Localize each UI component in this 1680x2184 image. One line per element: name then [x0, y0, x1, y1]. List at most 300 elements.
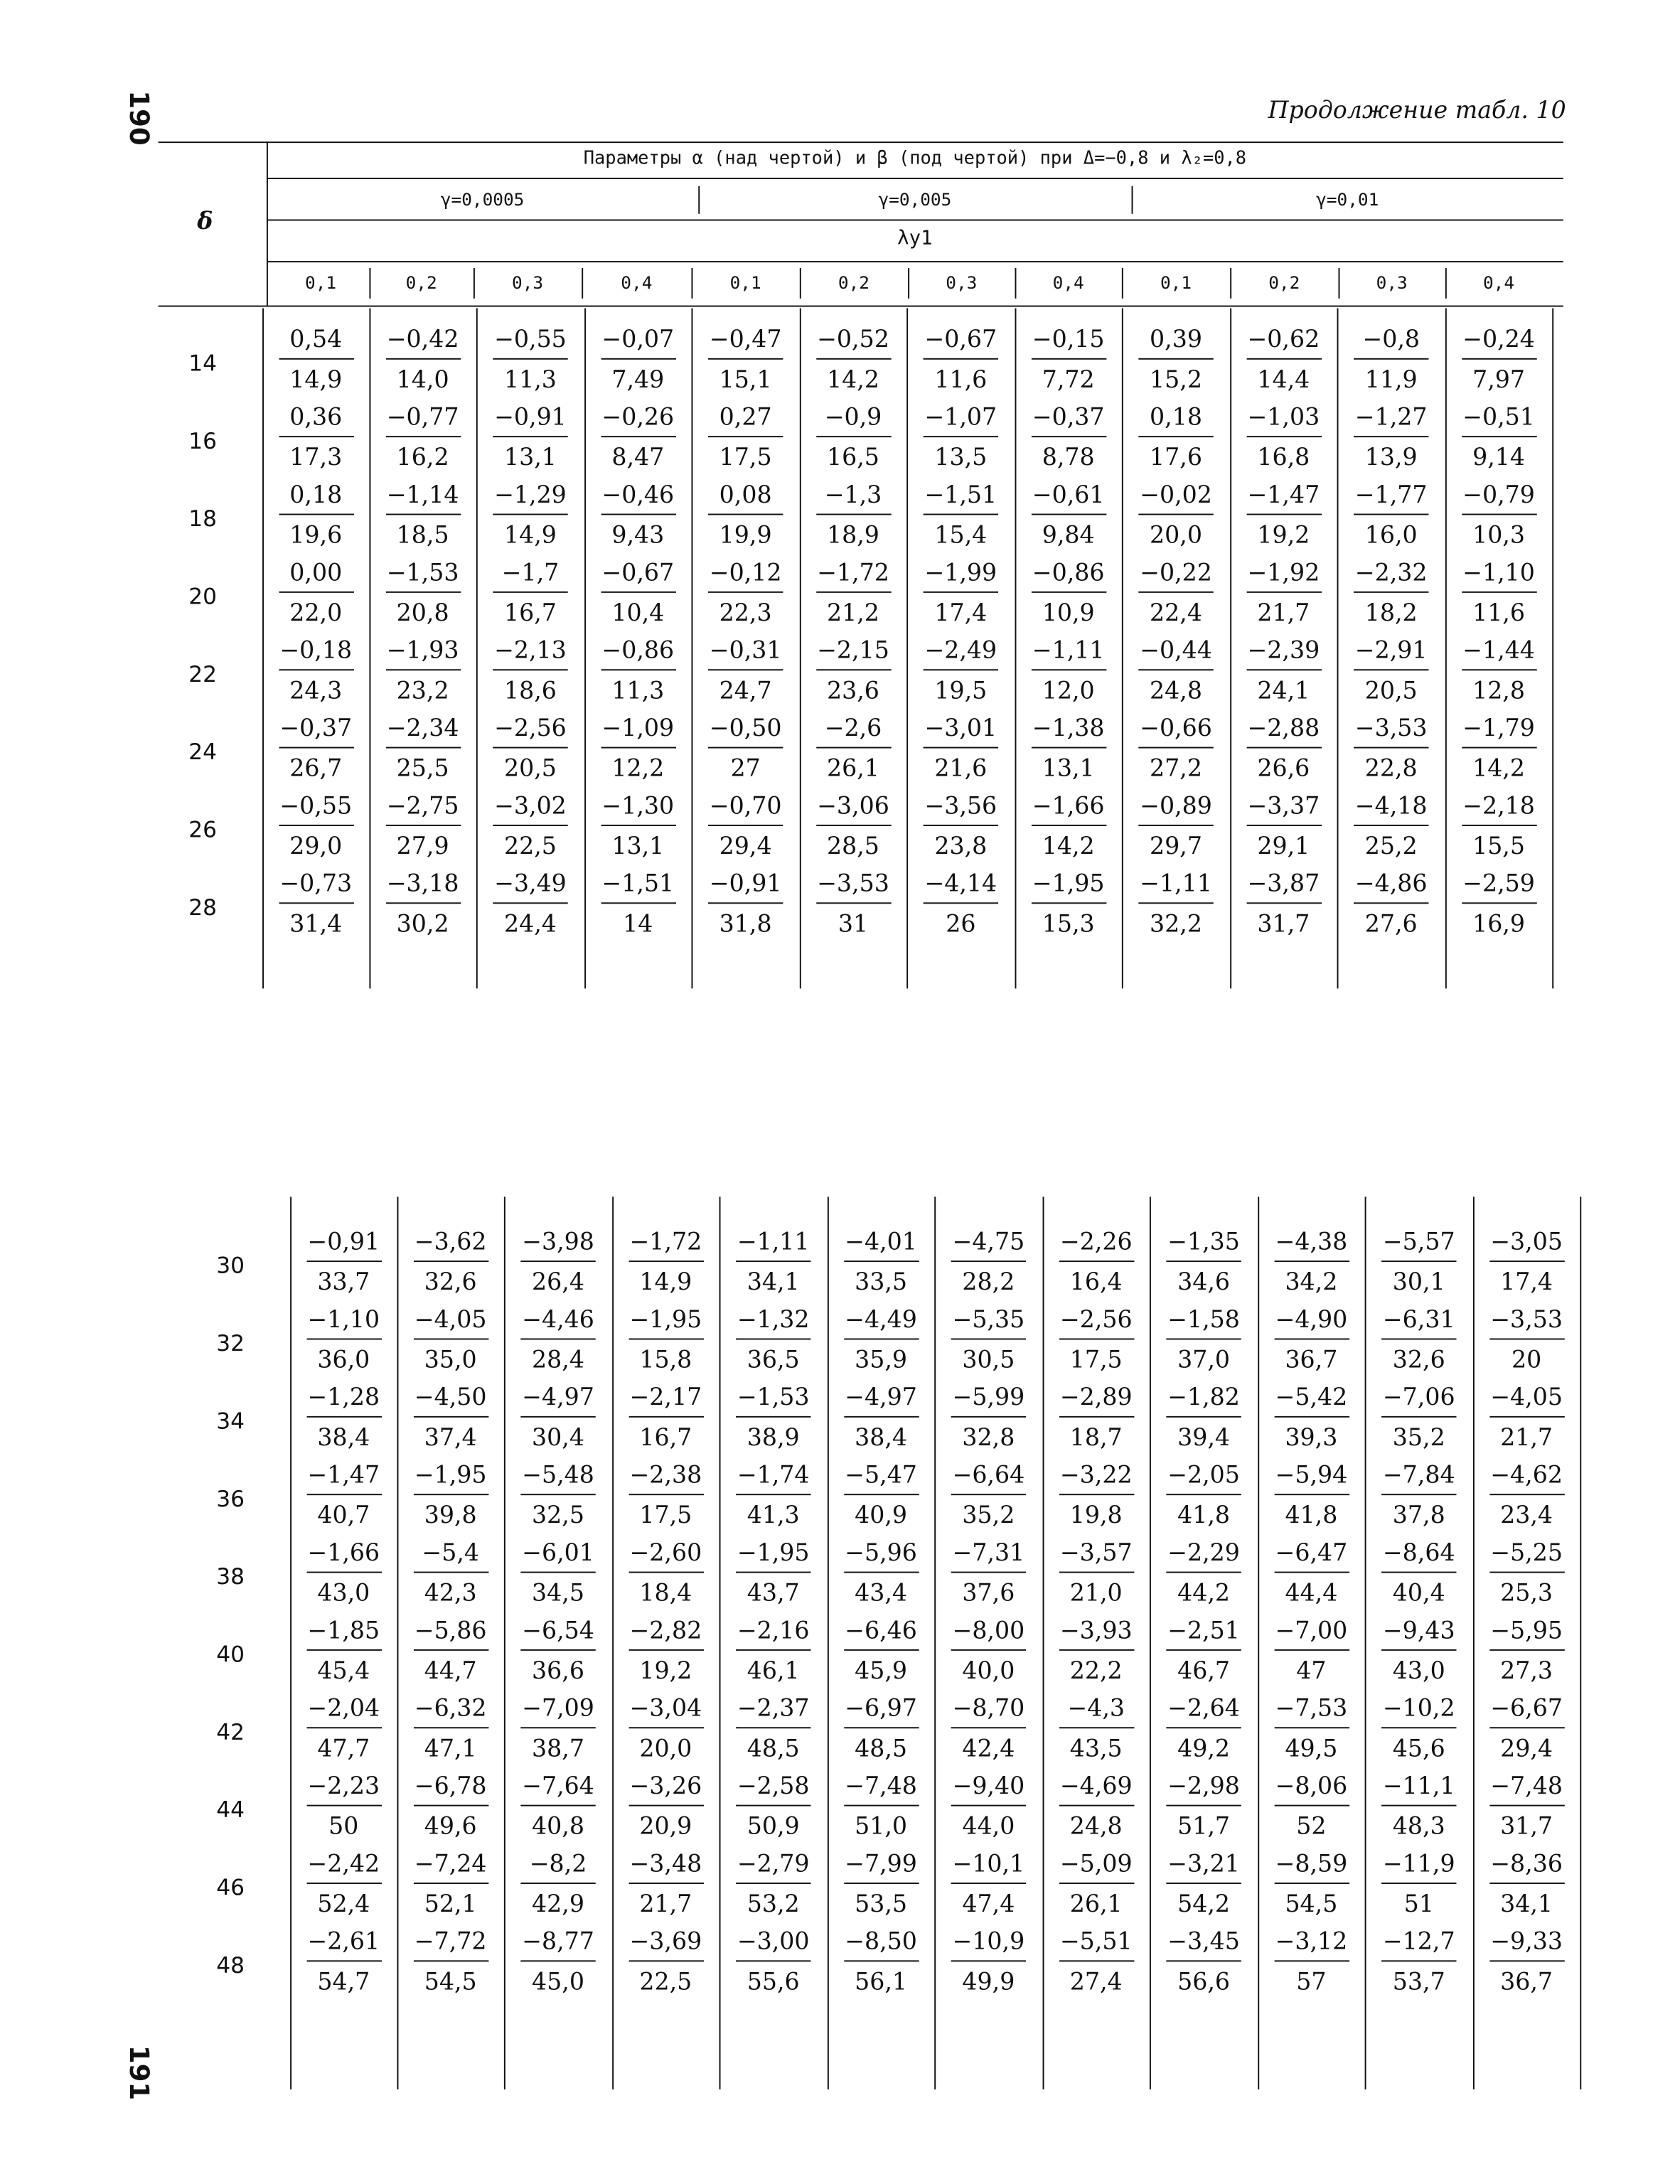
- fraction-cell: [1270, 1306, 1353, 1375]
- beta-value: 10,4: [611, 599, 665, 628]
- alpha-value: −7,09: [522, 1695, 594, 1723]
- gamma-group-1: γ=0,0005: [440, 188, 525, 210]
- delta-row-label: 30: [216, 1252, 245, 1279]
- column-rule: [1150, 1197, 1151, 2089]
- beta-value: 14,9: [289, 366, 343, 395]
- alpha-value: −3,22: [1059, 1462, 1133, 1490]
- beta-value: 16,4: [1069, 1268, 1123, 1297]
- alpha-value: −0,55: [494, 326, 567, 354]
- alpha-value: −6,01: [522, 1539, 594, 1568]
- beta-value: 49,5: [1285, 1735, 1338, 1764]
- fraction-cell: [302, 1228, 385, 1297]
- alpha-value: −0,44: [1140, 637, 1212, 665]
- alpha-value: −3,04: [629, 1695, 702, 1723]
- beta-value: 7,49: [611, 366, 665, 395]
- gamma-under-rule: [267, 220, 1563, 221]
- alpha-value: −3,48: [629, 1851, 702, 1879]
- delta-row-label: 46: [216, 1874, 245, 1901]
- fraction-cell: [1270, 1617, 1353, 1686]
- beta-value: 7,72: [1042, 366, 1095, 395]
- beta-value: 38,7: [532, 1735, 584, 1764]
- beta-value: 25,2: [1364, 833, 1418, 861]
- alpha-value: −0,62: [1247, 326, 1320, 354]
- alpha-value: −0,61: [1032, 481, 1105, 510]
- fraction-cell: [1349, 559, 1433, 628]
- fraction-cell: [624, 1383, 707, 1452]
- page-number-top: 190: [123, 90, 154, 146]
- column-rule: [1015, 309, 1016, 989]
- fraction-cell: [488, 404, 572, 472]
- alpha-value: −0,50: [709, 714, 782, 743]
- fraction-cell: [1349, 637, 1433, 706]
- beta-value: 20,8: [396, 599, 449, 628]
- fraction-cell: [1162, 1928, 1245, 1997]
- fraction-cell: [1377, 1306, 1460, 1375]
- beta-value: 44,4: [1285, 1580, 1338, 1608]
- column-rule: [504, 1197, 505, 2089]
- beta-value: 40,0: [962, 1657, 1015, 1686]
- beta-value: 13,5: [934, 444, 988, 472]
- alpha-value: −5,47: [845, 1462, 917, 1490]
- beta-value: 14,0: [396, 366, 449, 395]
- beta-value: 19,6: [289, 522, 343, 550]
- table-continuation-caption: Продолжение табл. 10: [1268, 97, 1566, 125]
- fraction-cell: [704, 637, 787, 706]
- fraction-cell: [1270, 1928, 1353, 1997]
- alpha-value: −1,79: [1462, 714, 1535, 743]
- alpha-value: −1,92: [1247, 559, 1320, 588]
- beta-value: 45,9: [855, 1657, 908, 1686]
- beta-value: 35,2: [962, 1502, 1015, 1530]
- beta-value: 14,4: [1257, 366, 1310, 395]
- beta-value: 15,5: [1472, 833, 1525, 861]
- fraction-cell: [1377, 1928, 1460, 1997]
- alpha-value: −0,8: [1362, 326, 1420, 354]
- beta-value: 16,9: [1472, 911, 1525, 939]
- alpha-value: −1,35: [1167, 1228, 1240, 1257]
- fraction-cell: [1485, 1853, 1568, 1917]
- beta-value: 54,7: [317, 1969, 370, 1997]
- beta-value: 38,4: [317, 1424, 370, 1452]
- alpha-value: −2,89: [1059, 1383, 1133, 1412]
- fraction-cell: [919, 637, 1002, 706]
- lambda-header-cell: 0,3: [512, 272, 544, 294]
- fraction-cell: [1162, 1306, 1245, 1375]
- beta-value: 44,2: [1177, 1580, 1231, 1608]
- alpha-value: −5,09: [1059, 1851, 1133, 1879]
- fraction-cell: [624, 1617, 707, 1686]
- alpha-value: −2,49: [924, 637, 997, 665]
- alpha-value: −2,04: [307, 1695, 380, 1723]
- beta-value: 18,2: [1364, 599, 1418, 628]
- column-rule: [612, 1197, 614, 2089]
- fraction-cell: [732, 1306, 815, 1375]
- column-rule: [476, 309, 478, 989]
- lambda-header-cell: 0,4: [1482, 272, 1515, 294]
- fraction-cell: [1349, 326, 1433, 395]
- beta-value: 52,1: [424, 1890, 477, 1919]
- beta-value: 9,84: [1042, 522, 1095, 550]
- gamma-group-3: γ=0,01: [1316, 188, 1379, 210]
- alpha-value: 0,18: [1150, 404, 1202, 432]
- fraction-cell: [302, 1462, 385, 1530]
- beta-value: 36,6: [532, 1657, 584, 1686]
- column-rule: [1337, 309, 1339, 989]
- beta-value: 11,3: [503, 366, 557, 395]
- lambda-header-divider: [908, 268, 909, 299]
- alpha-value: −5,35: [952, 1306, 1025, 1334]
- alpha-value: −1,27: [1354, 404, 1428, 432]
- fraction-cell: [839, 1228, 922, 1297]
- alpha-value: −0,86: [601, 637, 675, 665]
- alpha-value: −0,07: [601, 326, 675, 354]
- beta-value: 17,6: [1150, 444, 1202, 472]
- fraction-cell: [839, 1306, 922, 1375]
- fraction-cell: [302, 1695, 385, 1764]
- fraction-cell: [1377, 1228, 1460, 1297]
- fraction-cell: [1054, 1695, 1138, 1764]
- alpha-value: −2,79: [737, 1851, 810, 1879]
- fraction-cell: [1377, 1695, 1460, 1764]
- alpha-value: −8,06: [1275, 1772, 1348, 1801]
- fraction-cell: [947, 1695, 1030, 1764]
- beta-value: 32,2: [1150, 911, 1202, 939]
- alpha-value: −3,53: [1490, 1306, 1563, 1334]
- alpha-value: −6,31: [1382, 1306, 1455, 1334]
- alpha-value: −1,74: [737, 1462, 810, 1490]
- beta-value: 29,1: [1257, 833, 1310, 861]
- beta-value: 17,4: [1500, 1268, 1553, 1297]
- beta-value: 38,4: [855, 1424, 908, 1452]
- alpha-value: −2,16: [737, 1617, 810, 1646]
- alpha-value: −0,70: [709, 793, 782, 821]
- beta-value: 26,4: [532, 1268, 584, 1297]
- alpha-value: −0,37: [279, 714, 353, 743]
- beta-value: 47,4: [962, 1890, 1015, 1919]
- beta-value: 21,2: [827, 599, 879, 628]
- alpha-value: −9,40: [952, 1772, 1025, 1801]
- lambda-header-cell: 0,2: [1268, 272, 1300, 294]
- beta-value: 45,4: [317, 1657, 370, 1686]
- fraction-cell: [1485, 1462, 1568, 1530]
- beta-value: 17,5: [1069, 1347, 1123, 1375]
- beta-value: 23,4: [1500, 1502, 1553, 1530]
- fraction-cell: [1162, 1853, 1245, 1917]
- alpha-value: −5,48: [522, 1462, 594, 1490]
- fraction-cell: [1457, 714, 1540, 783]
- alpha-value: −1,72: [817, 559, 889, 588]
- beta-value: 35,0: [424, 1347, 477, 1375]
- fraction-cell: [1270, 1853, 1353, 1917]
- fraction-cell: [1027, 637, 1110, 706]
- alpha-value: −5,42: [1275, 1383, 1348, 1412]
- alpha-value: −1,03: [1247, 404, 1320, 432]
- lambda-header-divider: [691, 268, 692, 299]
- fraction-cell: [1054, 1853, 1138, 1917]
- lambda-header-divider: [473, 268, 475, 299]
- beta-value: 13,1: [1042, 755, 1095, 783]
- alpha-value: −3,06: [817, 793, 889, 821]
- alpha-value: −2,88: [1247, 714, 1320, 743]
- beta-value: 51,0: [855, 1813, 908, 1841]
- fraction-cell: [302, 1306, 385, 1375]
- alpha-value: −2,32: [1354, 559, 1428, 588]
- beta-value: 33,5: [855, 1268, 908, 1297]
- fraction-cell: [839, 1853, 922, 1917]
- column-rule: [828, 1197, 829, 2089]
- fraction-cell: [274, 559, 358, 628]
- beta-value: 36,7: [1500, 1969, 1553, 1997]
- fraction-cell: [704, 714, 787, 783]
- alpha-value: −1,66: [307, 1539, 380, 1568]
- beta-value: 47,7: [317, 1735, 370, 1764]
- fraction-cell: [732, 1228, 815, 1297]
- alpha-value: −1,7: [501, 559, 560, 588]
- alpha-value: −6,78: [414, 1772, 487, 1801]
- alpha-value: −7,06: [1382, 1383, 1455, 1412]
- fraction-cell: [274, 793, 358, 861]
- fraction-cell: [1377, 1617, 1460, 1686]
- alpha-value: −2,60: [629, 1539, 702, 1568]
- beta-value: 18,5: [396, 522, 449, 550]
- alpha-value: 0,00: [289, 559, 343, 588]
- fraction-cell: [1162, 1695, 1245, 1764]
- alpha-value: −0,24: [1462, 326, 1535, 354]
- beta-value: 14,2: [1042, 833, 1095, 861]
- beta-value: 52,4: [317, 1890, 370, 1919]
- fraction-cell: [1377, 1383, 1460, 1452]
- beta-value: 21,0: [1069, 1580, 1123, 1608]
- alpha-value: −8,70: [952, 1695, 1025, 1723]
- beta-value: 22,3: [719, 599, 772, 628]
- alpha-value: −2,6: [824, 714, 882, 743]
- beta-value: 47: [1296, 1657, 1327, 1686]
- beta-value: 18,9: [827, 522, 879, 550]
- beta-value: 16,7: [639, 1424, 692, 1452]
- alpha-value: −8,59: [1275, 1851, 1348, 1879]
- fraction-cell: [381, 637, 464, 706]
- beta-value: 21,7: [1257, 599, 1310, 628]
- beta-value: 21,7: [1500, 1424, 1553, 1452]
- alpha-value: −1,38: [1032, 714, 1105, 743]
- alpha-value: 0,36: [289, 404, 343, 432]
- alpha-value: −2,38: [629, 1462, 702, 1490]
- alpha-value: −3,69: [629, 1928, 702, 1956]
- column-rule: [262, 309, 264, 989]
- beta-value: 37,8: [1392, 1502, 1445, 1530]
- lambda-header-cell: 0,3: [1376, 272, 1408, 294]
- alpha-value: −1,53: [386, 559, 459, 588]
- beta-value: 42,9: [532, 1890, 584, 1919]
- lambda-header-divider: [800, 268, 801, 299]
- gamma-group-2: γ=0,005: [878, 188, 952, 210]
- alpha-value: −0,66: [1140, 714, 1212, 743]
- beta-value: 54,2: [1177, 1890, 1231, 1919]
- delta-row-label: 22: [188, 660, 217, 687]
- delta-row-label: 42: [216, 1718, 245, 1745]
- fraction-cell: [596, 714, 680, 783]
- beta-value: 31,7: [1500, 1813, 1553, 1841]
- beta-value: 34,1: [747, 1268, 800, 1297]
- column-rule: [1445, 309, 1447, 989]
- lambda-header-divider: [1015, 268, 1016, 299]
- beta-value: 32,6: [1392, 1347, 1445, 1375]
- beta-value: 53,2: [747, 1890, 800, 1919]
- fraction-cell: [1349, 481, 1433, 550]
- fraction-cell: [381, 793, 464, 861]
- fraction-cell: [1027, 326, 1110, 395]
- fraction-cell: [811, 559, 894, 628]
- fraction-cell: [1349, 793, 1433, 861]
- fraction-cell: [516, 1228, 599, 1297]
- fraction-cell: [1485, 1383, 1568, 1452]
- alpha-value: −4,86: [1354, 870, 1428, 899]
- beta-value: 22,5: [503, 833, 557, 861]
- fraction-cell: [732, 1928, 815, 1997]
- beta-value: 23,6: [827, 677, 879, 706]
- fraction-cell: [516, 1772, 599, 1841]
- alpha-value: −4,69: [1059, 1772, 1133, 1801]
- fraction-cell: [1457, 481, 1540, 550]
- alpha-value: −4,3: [1067, 1695, 1125, 1723]
- alpha-value: −5,51: [1059, 1928, 1133, 1956]
- column-rule: [1043, 1197, 1044, 2089]
- fraction-cell: [1270, 1539, 1353, 1608]
- beta-value: 20,5: [503, 755, 557, 783]
- alpha-value: −4,05: [414, 1306, 487, 1334]
- beta-value: 22,2: [1069, 1657, 1123, 1686]
- fraction-cell: [1270, 1383, 1353, 1452]
- fraction-cell: [488, 326, 572, 395]
- fraction-cell: [1270, 1228, 1353, 1297]
- alpha-value: −3,00: [737, 1928, 810, 1956]
- fraction-cell: [1054, 1383, 1138, 1452]
- beta-value: 50: [328, 1813, 359, 1841]
- fraction-cell: [704, 326, 787, 395]
- fraction-cell: [704, 481, 787, 550]
- alpha-value: −0,52: [817, 326, 889, 354]
- beta-value: 10,9: [1042, 599, 1095, 628]
- alpha-value: −4,38: [1275, 1228, 1348, 1257]
- beta-value: 41,3: [747, 1502, 800, 1530]
- fraction-cell: [1270, 1695, 1353, 1764]
- fraction-cell: [409, 1383, 492, 1452]
- alpha-value: −2,37: [737, 1695, 810, 1723]
- alpha-value: −3,93: [1059, 1617, 1133, 1646]
- beta-value: 49,2: [1177, 1735, 1231, 1764]
- beta-value: 15,3: [1042, 911, 1095, 939]
- beta-value: 9,43: [611, 522, 665, 550]
- alpha-value: −0,67: [601, 559, 675, 588]
- beta-value: 52: [1296, 1813, 1327, 1841]
- alpha-value: −3,45: [1167, 1928, 1240, 1956]
- beta-value: 10,3: [1472, 522, 1525, 550]
- lambda-header-divider: [1122, 268, 1123, 299]
- fraction-cell: [1134, 793, 1217, 861]
- fraction-cell: [1027, 404, 1110, 472]
- beta-value: 37,4: [424, 1424, 477, 1452]
- fraction-cell: [839, 1383, 922, 1452]
- fraction-cell: [704, 404, 787, 472]
- alpha-value: −3,57: [1059, 1539, 1133, 1568]
- alpha-value: −7,53: [1275, 1695, 1348, 1723]
- alpha-value: −7,99: [845, 1851, 917, 1879]
- alpha-value: 0,39: [1150, 326, 1202, 354]
- fraction-cell: [839, 1772, 922, 1841]
- fraction-cell: [1242, 326, 1325, 395]
- beta-value: 48,5: [747, 1735, 800, 1764]
- fraction-cell: [811, 793, 894, 861]
- alpha-value: −4,97: [522, 1383, 594, 1412]
- fraction-cell: [624, 1772, 707, 1841]
- beta-value: 17,4: [934, 599, 988, 628]
- fraction-cell: [919, 481, 1002, 550]
- beta-value: 17,5: [639, 1502, 692, 1530]
- beta-value: 38,9: [747, 1424, 800, 1452]
- fraction-cell: [732, 1772, 815, 1841]
- delta-column-header: δ: [197, 208, 213, 236]
- alpha-value: −1,30: [601, 793, 675, 821]
- alpha-value: −5,95: [1490, 1617, 1563, 1646]
- beta-value: 46,7: [1177, 1657, 1231, 1686]
- alpha-value: −1,11: [737, 1228, 810, 1257]
- beta-value: 39,3: [1285, 1424, 1338, 1452]
- alpha-value: −3,49: [494, 870, 567, 899]
- fraction-cell: [1242, 559, 1325, 628]
- beta-value: 14,9: [639, 1268, 692, 1297]
- fraction-cell: [302, 1383, 385, 1452]
- beta-value: 29,0: [289, 833, 343, 861]
- beta-value: 40,4: [1392, 1580, 1445, 1608]
- alpha-value: −1,29: [494, 481, 567, 510]
- beta-value: 48,5: [855, 1735, 908, 1764]
- beta-value: 27,6: [1364, 911, 1418, 939]
- fraction-cell: [381, 714, 464, 783]
- fraction-cell: [381, 481, 464, 550]
- beta-value: 50,9: [747, 1813, 800, 1841]
- beta-value: 11,6: [934, 366, 988, 395]
- column-rule: [1580, 1197, 1581, 2089]
- alpha-value: −0,91: [307, 1228, 380, 1257]
- alpha-value: −7,31: [952, 1539, 1025, 1568]
- beta-value: 20,0: [639, 1735, 692, 1764]
- beta-value: 53,7: [1392, 1969, 1445, 1997]
- alpha-value: −0,37: [1032, 404, 1105, 432]
- beta-value: 55,6: [747, 1969, 800, 1997]
- fraction-cell: [704, 793, 787, 861]
- lambda-y1-header: λy1: [897, 228, 933, 250]
- beta-value: 24,8: [1150, 677, 1202, 706]
- fraction-cell: [947, 1306, 1030, 1375]
- beta-value: 13,1: [611, 833, 665, 861]
- fraction-cell: [274, 481, 358, 550]
- fraction-cell: [1027, 870, 1110, 939]
- lambda-header-cell: 0,1: [729, 272, 761, 294]
- alpha-value: −1,95: [629, 1306, 702, 1334]
- fraction-cell: [947, 1539, 1030, 1608]
- beta-value: 29,7: [1150, 833, 1202, 861]
- fraction-cell: [1270, 1462, 1353, 1530]
- alpha-value: −0,26: [601, 404, 675, 432]
- alpha-value: 0,27: [719, 404, 772, 432]
- alpha-value: −0,67: [924, 326, 997, 354]
- page-number-bottom: 191: [123, 2045, 154, 2101]
- delta-row-label: 28: [188, 894, 217, 921]
- beta-value: 24,4: [503, 911, 557, 939]
- fraction-cell: [839, 1539, 922, 1608]
- column-rule: [397, 1197, 399, 2089]
- lambda-header-divider: [369, 268, 370, 299]
